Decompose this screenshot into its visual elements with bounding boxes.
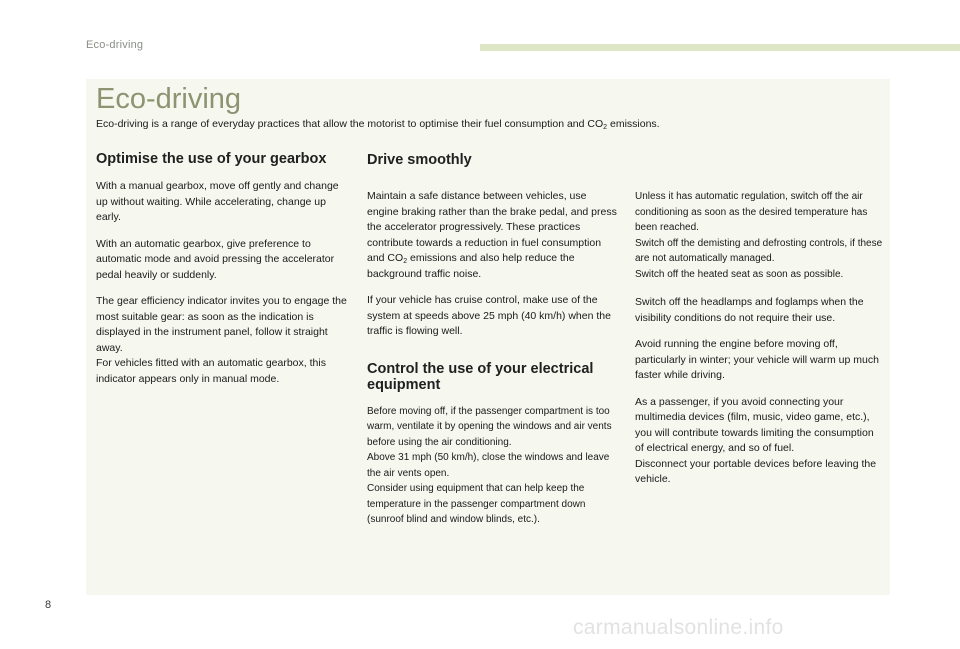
drive-subscript: 2 bbox=[403, 258, 408, 265]
electrical-line-equipment: Consider using equipment that can help keep the temperature in the passenger compartment down (sunroof blind and window blinds, etc.). bbox=[367, 483, 586, 525]
running-header: Eco-driving bbox=[86, 39, 144, 51]
drive-text-end: emissions and also help reduce the background traffic noise. bbox=[367, 252, 575, 280]
ac-line: Unless it has automatic regulation, switch off the air conditioning as soon as the desired temperature has been reached. bbox=[635, 191, 868, 233]
column-tips bbox=[635, 189, 885, 499]
gearbox-manual-paragraph: With a manual gearbox, move off gently and change up without waiting. While accelerating, change up early. bbox=[96, 180, 339, 223]
gear-indicator-paragraph bbox=[96, 294, 348, 387]
multimedia-paragraph bbox=[635, 395, 885, 488]
demisting-line: Switch off the demisting and defrosting controls, if these are not automatically managed. bbox=[635, 237, 883, 264]
electrical-line-windows: Above 31 mph (50 km/h), close the windows and leave the air vents open. bbox=[367, 452, 610, 479]
watermark: carmanualsonline.info bbox=[573, 616, 784, 639]
gear-indicator-line: The gear efficiency indicator invites you to engage the most suitable gear: as soon as the indication is displayed in the instrument panel, follow it straight away. bbox=[96, 295, 347, 354]
header-bar bbox=[480, 44, 960, 51]
intro-text-end: emissions. bbox=[607, 118, 660, 130]
intro-text: Eco-driving is a range of everyday practices that allow the motorist to optimise their fuel consumption and CO bbox=[96, 118, 604, 130]
heading-drive-smoothly: Drive smoothly bbox=[367, 152, 472, 168]
heading-gearbox: Optimise the use of your gearbox bbox=[96, 151, 327, 167]
heading-electrical-equipment: Control the use of your electrical equipment bbox=[367, 360, 594, 393]
air-conditioning-paragraph bbox=[635, 189, 885, 282]
heated-seat-line: Switch off the heated seat as soon as possible. bbox=[635, 268, 844, 280]
drive-text: Maintain a safe distance between vehicles, use engine braking rather than the brake pedal, and press the accelerator progressively. These practices contribute towards a reduction in fuel consumption and CO bbox=[367, 190, 617, 264]
cruise-control-paragraph: If your vehicle has cruise control, make use of the system at speeds above 25 mph (40 km/h) when the traffic is flowing well. bbox=[367, 294, 611, 337]
headlamps-paragraph: Switch off the headlamps and foglamps when the visibility conditions do not require their use. bbox=[635, 296, 864, 324]
electrical-line-ventilate: Before moving off, if the passenger compartment is too warm, ventilate it by opening the windows and air vents before using the air conditioning. bbox=[367, 405, 612, 448]
intro-subscript: 2 bbox=[603, 124, 608, 131]
engine-warmup-paragraph: Avoid running the engine before moving off, particularly in winter; your vehicle will warm up much faster while driving. bbox=[635, 338, 879, 381]
gear-indicator-auto-line: For vehicles fitted with an automatic gearbox, this indicator appears only in manual mode. bbox=[96, 357, 326, 385]
page-number: 8 bbox=[45, 599, 52, 611]
page-title: Eco-driving bbox=[96, 83, 242, 115]
gearbox-automatic-paragraph: With an automatic gearbox, give preference to automatic mode and avoid pressing the accelerator pedal heavily or suddenly. bbox=[96, 237, 335, 281]
electrical-paragraph bbox=[367, 404, 619, 528]
column-drive-electrical bbox=[367, 152, 619, 539]
column-gearbox bbox=[96, 151, 348, 398]
multimedia-line: As a passenger, if you avoid connecting your multimedia devices (film, music, video game, etc.), you will contribute towards limiting the consumption of electrical energy, and so of fuel. bbox=[635, 395, 874, 454]
intro-paragraph bbox=[96, 118, 876, 131]
drive-smoothly-paragraph bbox=[367, 189, 619, 282]
portable-devices-line: Disconnect your portable devices before leaving the vehicle. bbox=[635, 457, 877, 485]
